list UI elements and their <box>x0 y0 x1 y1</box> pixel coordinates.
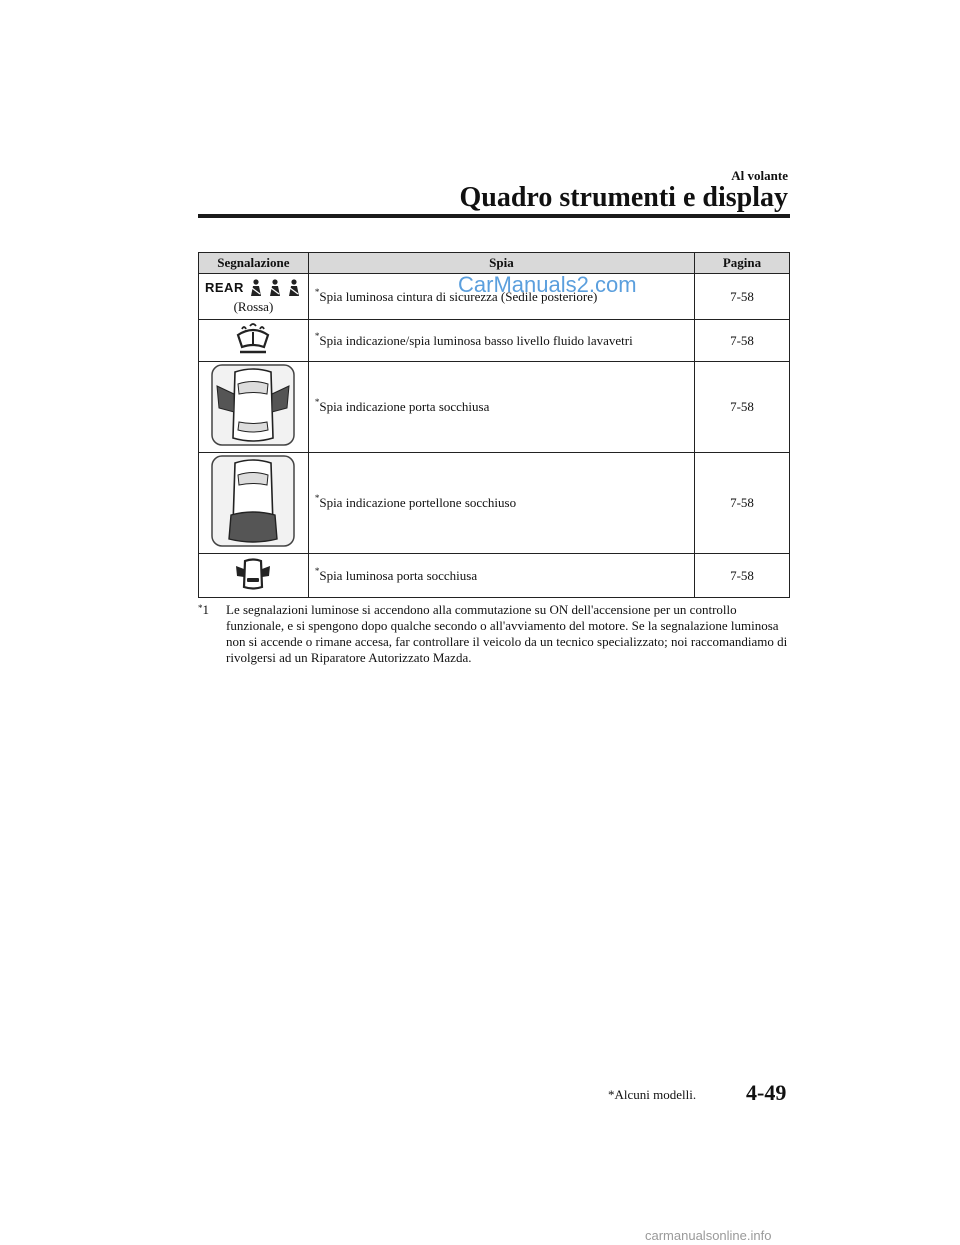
description-cell <box>308 554 694 598</box>
models-note: *Alcuni modelli. <box>608 1087 697 1102</box>
signal-cell <box>199 274 309 320</box>
section-label: Al volante <box>731 168 788 183</box>
asterisk-mark: * <box>314 565 320 576</box>
asterisk-mark: * <box>314 397 320 407</box>
page-ref: 7-58 <box>695 320 790 362</box>
col-header-light: Spia <box>308 253 694 274</box>
liftgate-ajar-car-icon <box>211 455 295 547</box>
footnote-marker <box>198 602 209 618</box>
signal-cell <box>199 320 309 362</box>
description-text: Spia indicazione/spia luminosa basso livello fluido lavavetri <box>319 332 633 348</box>
icon-color-label: (Rossa) <box>233 298 274 314</box>
page-title: Quadro strumenti e display <box>459 182 788 213</box>
page-ref: 7-58 <box>695 453 790 554</box>
warning-lights-table <box>198 252 790 598</box>
asterisk-mark: * <box>314 330 320 341</box>
page-ref: 7-58 <box>695 274 790 320</box>
description-cell <box>308 362 694 453</box>
description-cell <box>308 320 694 362</box>
description-text: Spia indicazione porta socchiusa <box>319 399 490 414</box>
heading-rule <box>198 214 790 218</box>
footnote-text: Le segnalazioni luminose si accendono alla commutazione su ON dell'accensione per un controllo funzionale, e si spengono dopo qualche secondo o all'avviamento del motore. Se la segnalazione luminosa non si accende o rimane accesa, far controllare il veicolo da un tecnico specializzato; noi raccomandiamo di rivolgersi ad un Riparatore Autorizzato Mazda. <box>226 602 788 665</box>
door-ajar-car-icon <box>211 364 295 446</box>
seatbelt-figures-icon <box>248 279 302 297</box>
footnote <box>198 602 790 666</box>
asterisk-mark: * <box>314 286 320 297</box>
description-text: Spia luminosa porta socchiusa <box>319 567 478 583</box>
table-row <box>199 554 790 598</box>
description-cell <box>308 453 694 554</box>
asterisk-mark: * <box>314 493 320 503</box>
page-number: 4-49 <box>746 1080 787 1105</box>
footnote-asterisk: * <box>198 603 203 613</box>
rear-seatbelt-warning-icon <box>205 279 302 297</box>
rear-label: REAR <box>205 280 244 295</box>
door-ajar-small-icon <box>233 557 273 591</box>
page-ref: 7-58 <box>695 554 790 598</box>
col-header-signal: Segnalazione <box>199 253 309 274</box>
description-text: Spia indicazione portellone socchiuso <box>319 495 517 510</box>
signal-cell <box>199 453 309 554</box>
table-header-row <box>199 253 790 274</box>
col-header-page: Pagina <box>695 253 790 274</box>
watermark: CarManuals2.com <box>458 272 637 297</box>
footnote-number: 1 <box>202 602 209 617</box>
signal-cell <box>199 362 309 453</box>
description-text: Spia luminosa cintura di sicurezza (Sedile posteriore) <box>319 288 598 304</box>
washer-fluid-level-icon <box>232 323 274 355</box>
page-ref: 7-58 <box>695 362 790 453</box>
site-footer: carmanualsonline.info <box>645 1228 772 1243</box>
table-row <box>199 362 790 453</box>
table-row <box>199 453 790 554</box>
signal-cell <box>199 554 309 598</box>
table-row <box>199 320 790 362</box>
